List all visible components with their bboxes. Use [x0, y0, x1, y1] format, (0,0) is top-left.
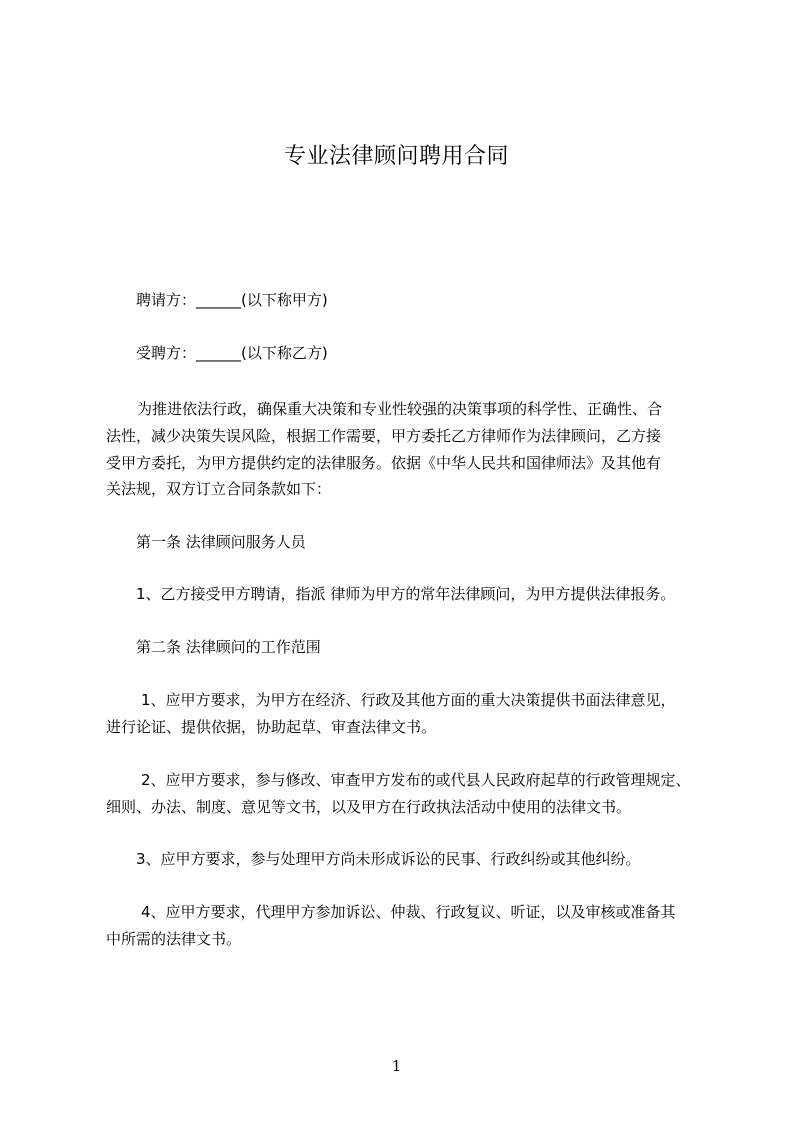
employee-line: 受聘方：______(以下称乙方): [136, 344, 328, 362]
page-number: 1: [391, 1057, 402, 1075]
preamble-line-3: 受甲方委托，为甲方提供约定的法律服务。依据《中华人民共和国律师法》及其他有: [106, 454, 662, 472]
article-2-item-2-line-2: 细则、办法、制度、意见等文书，以及甲方在行政执法活动中使用的法律文书。: [106, 798, 632, 816]
article-2-item-3: 3、应甲方要求，参与处理甲方尚未形成诉讼的民事、行政纠纷或其他纠纷。: [136, 850, 641, 868]
article-2-heading: 第二条 法律顾问的工作范围: [136, 638, 321, 656]
article-2-item-2-line-1: 2、应甲方要求，参与修改、审查甲方发布的或代县人民政府起草的行政管理规定、: [141, 771, 691, 789]
article-2-item-4-line-2: 中所需的法律文书。: [106, 930, 242, 948]
document-title: 专业法律顾问聘用合同: [283, 144, 509, 169]
article-2-item-4-line-1: 4、应甲方要求，代理甲方参加诉讼、仲裁、行政复议、听证，以及审核或准备其: [141, 903, 676, 921]
employer-line: 聘请方：______(以下称甲方): [136, 291, 328, 309]
preamble-line-2: 法性，减少决策失误风险，根据工作需要，甲方委托乙方律师作为法律顾问，乙方接: [106, 427, 662, 445]
article-1-item-1: 1、乙方接受甲方聘请，指派 律师为甲方的常年法律顾问，为甲方提供法律报务。: [136, 585, 676, 603]
preamble-line-4: 关法规，双方订立合同条款如下：: [106, 480, 332, 498]
preamble-line-1: 为推进依法行政，确保重大决策和专业性较强的决策事项的科学性、正确性、合: [137, 400, 663, 418]
article-2-item-1-line-1: 1、应甲方要求，为甲方在经济、行政及其他方面的重大决策提供书面法律意见，: [141, 691, 676, 709]
article-2-item-1-line-2: 进行论证、提供依据，协助起草、审查法律文书。: [106, 718, 437, 736]
article-1-heading: 第一条 法律顾问服务人员: [136, 533, 306, 551]
